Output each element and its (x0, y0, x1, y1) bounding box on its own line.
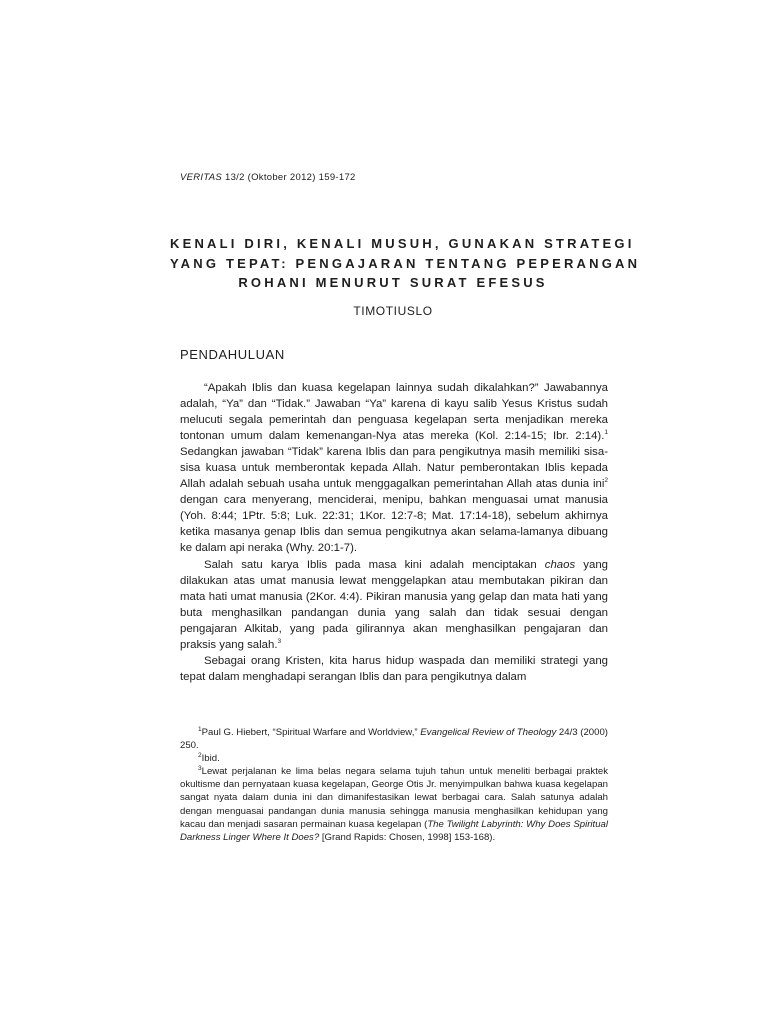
paragraph-1 (180, 380, 608, 557)
footnote-2 (180, 752, 608, 765)
title-line-2: YANG TEPAT: PENGAJARAN TENTANG PEPERANGAN (170, 255, 641, 271)
footnote-ref-3: 3 (277, 637, 282, 645)
footnote-ref-1: 1 (604, 429, 608, 437)
footnote-1-part-a: Paul G. Hiebert, “Spiritual Warfare and Worldview,” (201, 727, 421, 738)
footnote-2-number: 2 (198, 752, 202, 759)
footnote-3-book-title: The Twilight Labyrinth: Why Does Spiritual Darkness Linger Where It Does? (180, 818, 608, 843)
footnote-2-text: Ibid. (201, 753, 220, 765)
paragraph-2 (180, 557, 608, 653)
footnote-1 (180, 726, 608, 752)
paragraph-2-part-a: Salah satu karya Iblis pada masa kini adalah menciptakan (204, 558, 545, 571)
footnote-1-journal: Evangelical Review of Theology (420, 727, 557, 738)
section-heading: PENDAHULUAN (180, 347, 285, 362)
paragraph-3: Sebagai orang Kristen, kita harus hidup waspada dan memiliki strategi yang tepat dalam menghadapi serangan Iblis dan para pengikutnya dalam (180, 654, 608, 683)
journal-name: VERITAS (180, 172, 223, 183)
journal-citation: 13/2 (Oktober 2012) 159-172 (222, 172, 356, 183)
footnote-1-part-b: 24/3 (2000) 250. (180, 727, 608, 752)
body-text (180, 380, 608, 685)
paragraph-1-part-c: dengan cara menyerang, menciderai, menipu, bahkan menguasai umat manusia (Yoh. 8:44; 1Ptr. 5:8; Luk. 22:31; 1Kor. 12:7-8; Mat. 17:14-18), sebelum akhirnya ketika masanya genap Iblis dan semua pengikutnya akan selama-lamanya dibuang ke dalam api neraka (Why. 20:1-7). (180, 494, 608, 555)
article-title (170, 234, 641, 293)
running-header (180, 172, 356, 183)
article-author: TIMOTIUSLO (353, 304, 433, 318)
paragraph-2-part-b: yang dilakukan atas umat manusia lewat menggelapkan atau membutakan pikiran dan mata hati umat manusia (2Kor. 4:4). Pikiran manusia yang gelap dan mata hati yang buta menghasilkan pandangan dunia yang salah dan tidak sesuai dengan pengajaran Alkitab, yang pada gilirannya akan menghasilkan pengajaran dan praksis yang salah. (180, 558, 608, 651)
footnotes (180, 726, 608, 844)
paragraph-1-part-b: Sedangkan jawaban “Tidak” karena Iblis dan para pengikutnya masih memiliki sisa-sisa kuasa untuk memberontak kepada Allah. Natur pemberontakan Iblis kepada Allah adalah sebuah usaha untuk menggagalkan pemerintahan Allah atas dunia ini (180, 446, 608, 491)
footnote-3-number: 3 (198, 765, 202, 773)
footnote-3-part-a: Lewat perjalanan ke lima belas negara selama tujuh tahun untuk meneliti berbagai praktek okultisme dan pernyataan kuasa kegelapan, George Otis Jr. menyimpulkan bahwa kuasa kegelapan sangat nyata dalam dunia ini dan dimanifestasikan lewat berbagai cara. Salah satunya adalah dengan menguasai pandangan dunia manusia sehingga manusia menghasilkan kehidupan yang kacau dan menjadi sasaran permainan kuasa kegelapan ( (180, 766, 608, 830)
footnote-ref-2: 2 (604, 477, 608, 485)
footnote-3-part-b: [Grand Rapids: Chosen, 1998] 153-168). (319, 831, 496, 843)
title-line-3: ROHANI MENURUT SURAT EFESUS (238, 275, 548, 290)
footnote-1-number: 1 (198, 725, 202, 733)
title-line-1: KENALI DIRI, KENALI MUSUH, GUNAKAN STRATEGI (170, 236, 635, 251)
paragraph-1-part-a: “Apakah Iblis dan kuasa kegelapan lainnya sudah dikalahkan?” Jawabannya adalah, “Ya” dan “Tidak.” Jawaban “Ya” karena di kayu salib Yesus Kristus sudah melucuti segala pemerintah dan penguasa kegelapan serta menjadikan mereka tontonan umum dalam kemenangan-Nya atas mereka (Kol. 2:14-15; Ibr. 2:14). (180, 382, 608, 443)
footnote-3 (180, 765, 608, 844)
chaos-term: chaos (544, 558, 576, 571)
